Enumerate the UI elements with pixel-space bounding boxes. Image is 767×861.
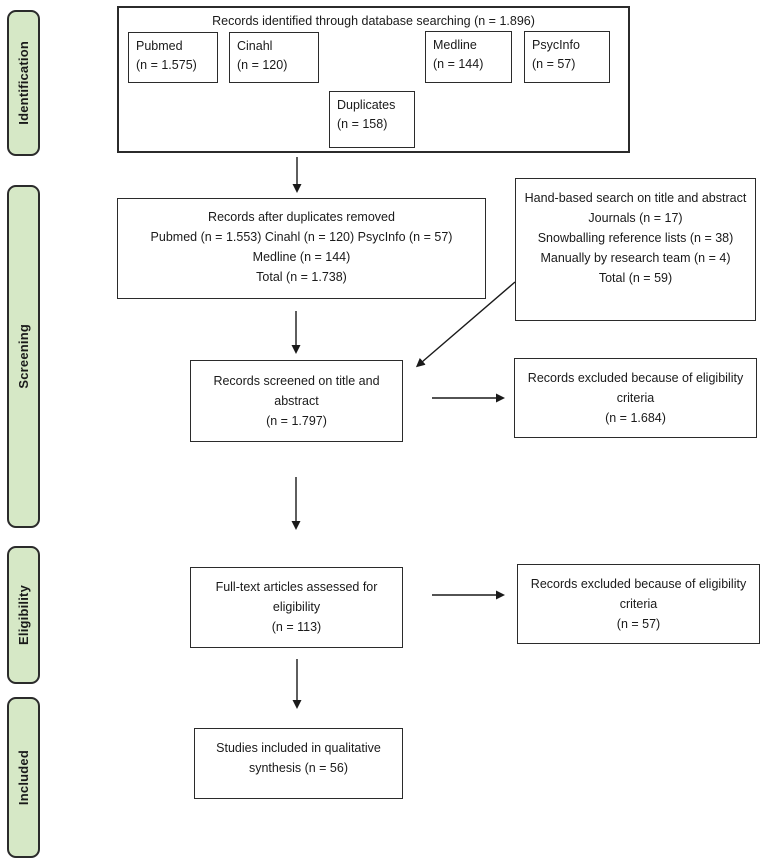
box-line: Medline (n = 144) (252, 250, 351, 264)
box-line: Pubmed (n = 1.553) Cinahl (n = 120) PsycInfo (n = 57) (150, 230, 453, 244)
stage-label-eligibility (7, 546, 40, 684)
source-box-psycinfo (524, 31, 610, 83)
box-line: Records excluded because of eligibility criteria (530, 577, 747, 611)
box-line: Hand-based search on title and abstract (524, 191, 747, 205)
source-name: Pubmed (136, 39, 183, 53)
source-count: (n = 57) (532, 57, 576, 72)
box-line: (n = 1.684) (605, 411, 666, 425)
source-box-medline (425, 31, 512, 83)
records-identified-title: Records identified through database searching (n = 1.896) (212, 14, 535, 28)
records-screened-box (190, 360, 403, 442)
box-line: Records screened on title and abstract (213, 374, 380, 408)
stage-label-identification (7, 10, 40, 156)
box-line: (n = 113) (271, 620, 322, 634)
source-name: PsycInfo (532, 38, 580, 52)
box-line: (n = 57) (616, 617, 661, 631)
box-line: Studies included in qualitative synthesis (n = 56) (216, 741, 381, 775)
box-line: Records after duplicates removed (208, 210, 395, 224)
box-line: Journals (n = 17) (588, 211, 683, 225)
source-count: (n = 144) (433, 57, 484, 72)
box-line: Records excluded because of eligibility criteria (527, 371, 744, 405)
source-count: (n = 158) (337, 117, 388, 132)
stage-label-text: Eligibility (16, 585, 31, 645)
stage-label-text: Screening (16, 324, 31, 389)
source-name: Cinahl (237, 39, 273, 53)
stage-label-included (7, 697, 40, 858)
box-line: Total (n = 1.738) (256, 270, 347, 284)
stage-label-text: Identification (16, 41, 31, 125)
box-line: Manually by research team (n = 4) (540, 251, 731, 265)
fulltext-assessed-box (190, 567, 403, 648)
records-excluded-eligibility-box (517, 564, 760, 644)
source-count: (n = 1.575) (136, 58, 197, 73)
studies-included-box (194, 728, 403, 799)
box-line: Snowballing reference lists (n = 38) (537, 231, 734, 245)
source-box-pubmed (128, 32, 218, 83)
hand-based-search-box (515, 178, 756, 321)
source-name: Medline (433, 38, 477, 52)
box-line: Full-text articles assessed for eligibility (215, 580, 378, 614)
stage-label-screening (7, 185, 40, 528)
box-line: (n = 1.797) (266, 414, 327, 428)
stage-label-text: Included (16, 749, 31, 806)
records-identified-box (117, 6, 630, 153)
source-box-duplicates (329, 91, 415, 148)
box-line: Total (n = 59) (598, 271, 673, 285)
records-after-duplicates-box (117, 198, 486, 299)
source-name: Duplicates (337, 98, 396, 112)
records-excluded-screening-box (514, 358, 757, 438)
source-box-cinahl (229, 32, 319, 83)
source-count: (n = 120) (237, 58, 288, 73)
